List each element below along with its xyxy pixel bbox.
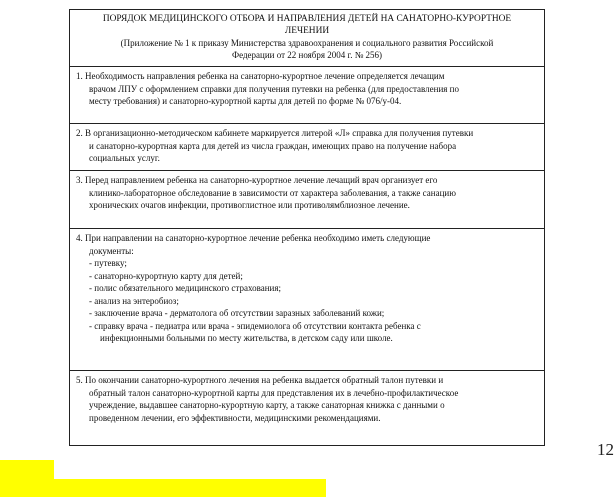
section-1 <box>70 67 544 124</box>
section-5-line: обратный талон санаторно-курортной карты для представления их в лечебно-профилактическое <box>89 387 459 398</box>
document-title-line-2: ЛЕЧЕНИИ <box>284 26 330 36</box>
section-3-line: 3. Перед направлением ребенка на санаторно-курортное лечение лечащий врач организует его <box>76 175 438 185</box>
section-4-intro: 4. При направлении на санаторно-курортное лечение ребенка необходимо иметь следующие <box>76 233 431 243</box>
section-1-line: 1. Необходимость направления ребенка на санаторно-курортное лечение определяется лечащим <box>76 71 445 81</box>
section-5 <box>70 371 544 445</box>
section-5-line: учреждение, выдавшее санаторно-курортную карту, а также санаторная книжка с данными о <box>89 400 445 410</box>
document-subtitle-line-2: Федерации от 22 ноября 2004 г. № 256) <box>231 50 383 60</box>
list-item: - путевку; <box>89 258 127 268</box>
list-item: - заключение врача - дерматолога об отсутствии заразных заболеваний кожи; <box>89 308 385 318</box>
section-2-line: 2. В организационно-методическом кабинете маркируется литерой «Л» справка для получения путевки <box>76 128 474 138</box>
section-5-line: проведенном лечении, его эффективности, медицинскими рекомендациями. <box>89 412 381 423</box>
section-2-line: и санаторно-курортная карта для детей из числа граждан, имеющих право на получение набора <box>89 140 457 151</box>
document-subtitle-line-1: (Приложение № 1 к приказу Министерства здравоохранения и социального развития Российской <box>120 38 494 48</box>
list-item: - полис обязательного медицинского страхования; <box>89 283 281 293</box>
list-item: - санаторно-курортную карту для детей; <box>89 270 243 281</box>
section-3-line: клинико-лабораторное обследование в зависимости от характера заболевания, а также санацию <box>89 187 456 198</box>
highlight-mark <box>0 479 326 497</box>
section-3-line: хронических очагов инфекции, противоглистное или противолямблиозное лечение. <box>89 200 410 210</box>
section-3 <box>70 171 544 229</box>
section-2 <box>70 124 544 171</box>
list-item: - анализ на энтеробиоз; <box>89 295 179 306</box>
list-item-continuation: инфекционными больными по месту жительства, в детском саду или школе. <box>100 333 393 343</box>
section-2-line: социальных услуг. <box>89 153 160 163</box>
section-4-intro: документы: <box>89 245 134 256</box>
page-number: 12 <box>597 440 614 459</box>
document-header <box>70 10 544 67</box>
section-1-line: месту требования) и санаторно-курортной карты для детей по форме № 076/у-04. <box>89 96 402 106</box>
document-title-line-1: ПОРЯДОК МЕДИЦИНСКОГО ОТБОРА И НАПРАВЛЕНИЯ ДЕТЕЙ НА САНАТОРНО-КУРОРТНОЕ <box>102 14 512 24</box>
document-table <box>69 9 545 446</box>
section-4 <box>70 229 544 371</box>
section-1-line: врачом ЛПУ с оформлением справки для получения путевки на ребенка (для предоставления по <box>89 83 459 94</box>
section-5-line: 5. По окончании санаторно-курортного лечения на ребенка выдается обратный талон путевки и <box>76 375 444 385</box>
list-item: - справку врача - педиатра или врача - эпидемиолога об отсутствии контакта ребенка с <box>89 320 421 331</box>
